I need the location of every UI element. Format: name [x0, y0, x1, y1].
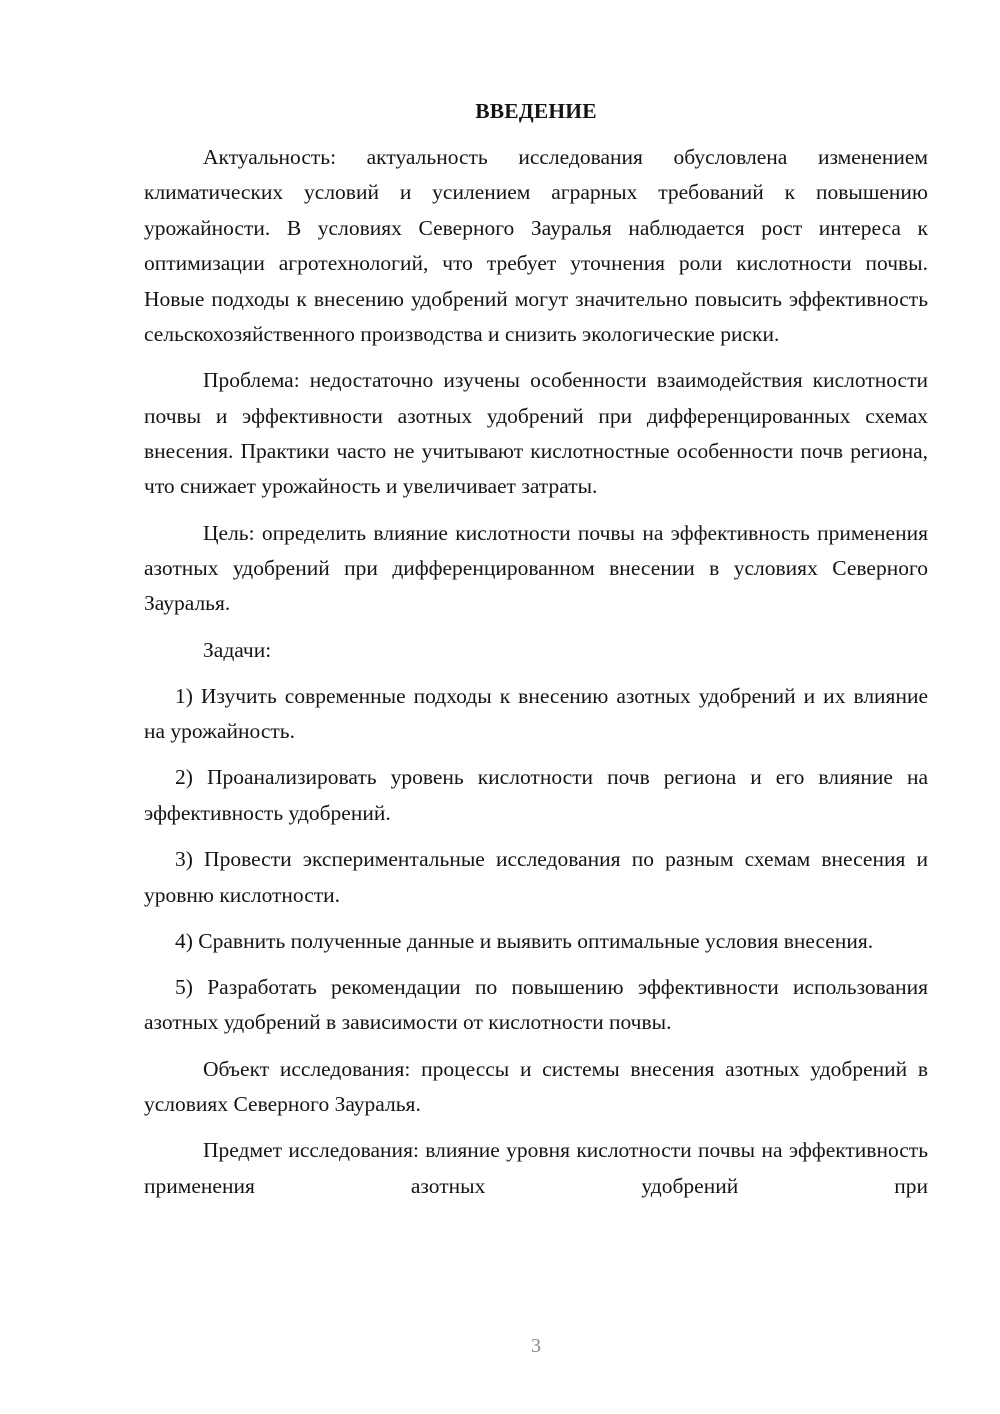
- task-item-2: 2) Проанализировать уровень кислотности почв региона и его влияние на эффективность удобрений.: [144, 765, 928, 825]
- tasks-label: Задачи:: [203, 637, 272, 662]
- paragraph-goal: Цель: определить влияние кислотности почвы на эффективность применения азотных удобрений при дифференцированном внесении в условиях Северного Зауралья.: [144, 520, 928, 616]
- section-heading: ВВЕДЕНИЕ: [475, 99, 597, 123]
- paragraph-subject: Предмет исследования: влияние уровня кислотности почвы на эффективность применения азотных удобрений при: [144, 1138, 928, 1198]
- paragraph-relevance: Актуальность: актуальность исследования обусловлена изменением климатических условий и усилением аграрных требований к повышению урожайности. В условиях Северного Зауралья наблюдается рост интереса к оптимизации агротехнологий, что требует уточнения роли кислотности почвы. Новые подходы к внесению удобрений могут значительно повысить эффективность сельскохозяйственного производства и снизить экологические риски.: [144, 145, 928, 347]
- paragraph-problem: Проблема: недостаточно изучены особенности взаимодействия кислотности почвы и эффективности азотных удобрений при дифференцированных схемах внесения. Практики часто не учитывают кислотностные особенности почв региона, что снижает урожайность и увеличивает затраты.: [144, 368, 928, 499]
- document-page: [144, 96, 928, 1215]
- task-item-1: 1) Изучить современные подходы к внесению азотных удобрений и их влияние на урожайность.: [144, 683, 928, 744]
- paragraph-object: Объект исследования: процессы и системы внесения азотных удобрений в условиях Северного Зауралья.: [144, 1056, 928, 1116]
- page-number: 3: [531, 1335, 541, 1357]
- task-item-4: 4) Сравнить полученные данные и выявить оптимальные условия внесения.: [175, 928, 874, 953]
- task-item-5: 5) Разработать рекомендации по повышению эффективности использования азотных удобрений в зависимости от кислотности почвы.: [144, 974, 928, 1035]
- task-item-3: 3) Провести экспериментальные исследования по разным схемам внесения и уровню кислотности.: [144, 847, 928, 907]
